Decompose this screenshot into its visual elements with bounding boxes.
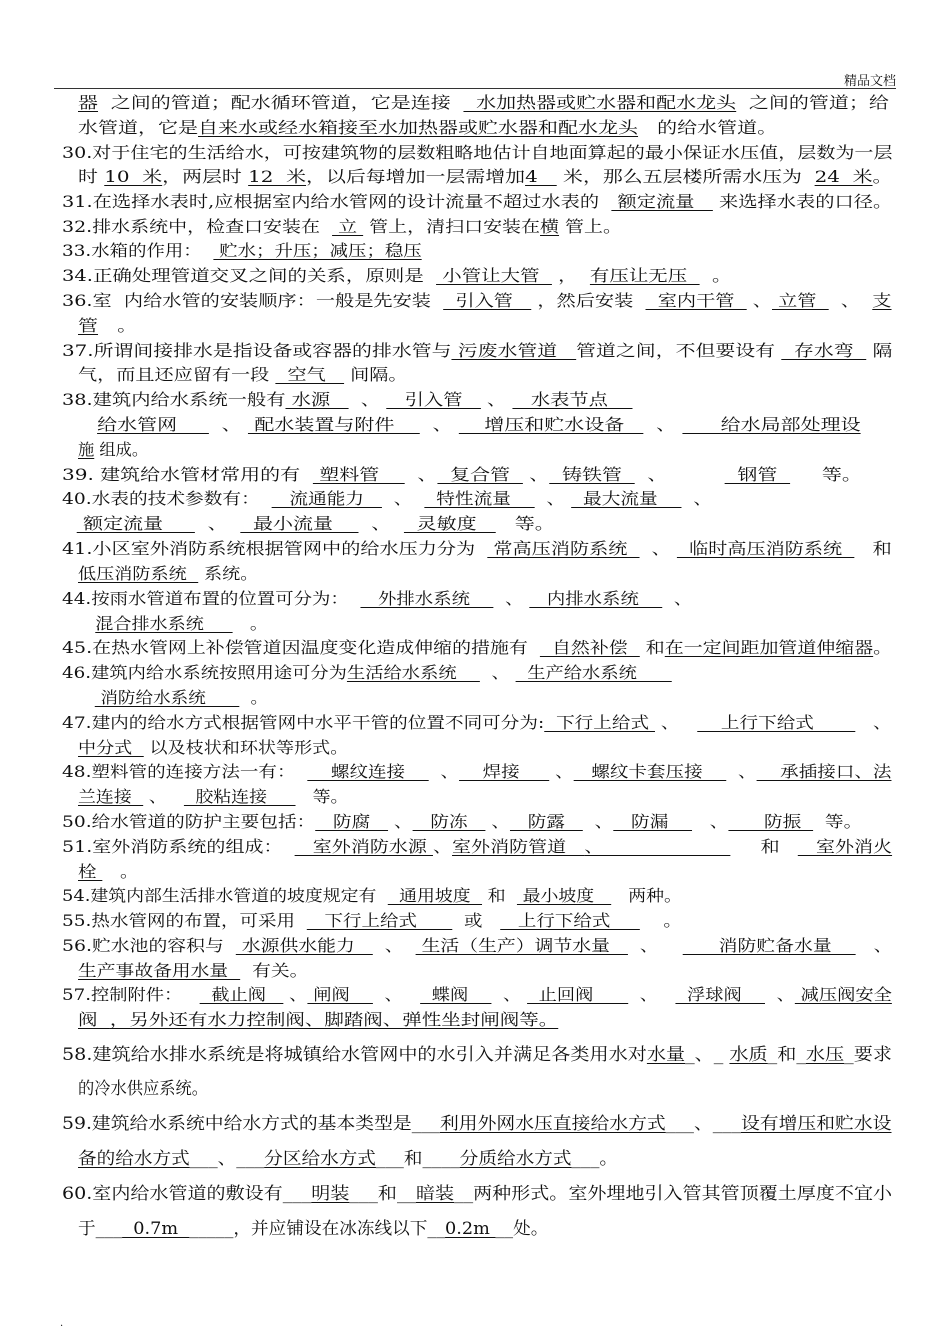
underlined-answer: 暗装 [416, 1184, 455, 1204]
text-segment: __处。 [495, 1219, 549, 1239]
underlined-answer: 额定流量 [76, 514, 195, 533]
text-segment: 54.建筑内部生活排水管道的坡度规定有 [62, 886, 388, 905]
underlined-answer: 最小流量 [240, 514, 359, 533]
text-segment: 、 [479, 663, 516, 682]
underlined-answer: 分质给水方式 [459, 1149, 572, 1169]
text-segment: 33.水箱的作用： [62, 241, 214, 260]
text-segment: 、 [208, 415, 248, 434]
underlined-answer: 内排水系统 [529, 589, 663, 608]
text-line [62, 389, 632, 411]
underlined-answer: 自来水或经水箱接至水加热器或贮水器和配水龙头 [198, 118, 639, 137]
text-line [78, 1218, 548, 1240]
underlined-answer: 备的给水方式 [78, 1149, 190, 1169]
underlined-answer: 室外消火 [797, 837, 893, 856]
underlined-answer: 塑料管 [312, 465, 405, 484]
text-line [78, 439, 148, 461]
text-segment: ___和__ [349, 1184, 417, 1204]
text-line [62, 1183, 892, 1205]
text-line [78, 315, 137, 337]
text-line [62, 488, 712, 510]
underlined-answer: 最大流量 [571, 489, 682, 508]
underlined-answer: 钢管 [724, 465, 791, 484]
underlined-answer: 上行下给式 [697, 713, 856, 732]
underlined-answer: 上行下给式 [500, 911, 640, 930]
underlined-answer: 水质 [729, 1045, 768, 1065]
underlined-answer: 生产事故备用水量 [78, 961, 241, 980]
underlined-answer: 引入管 [443, 291, 532, 310]
underlined-answer: 浮球阀 [675, 985, 765, 1004]
underlined-answer: 阀 [78, 1010, 110, 1029]
underlined-answer: 、 [584, 837, 731, 856]
underlined-answer: 明装 [311, 1184, 350, 1204]
text-segment: 47.建内的给水方式根据管网中水平干管的位置不同可分为: [62, 713, 545, 732]
underlined-answer: 消防给水系统 [94, 688, 240, 707]
underlined-answer: 闸阀 [307, 985, 373, 1004]
underlined-answer: 混合排水系统 [95, 614, 233, 633]
text-segment: 、 [485, 812, 510, 831]
text-line [62, 464, 862, 486]
text-segment [78, 688, 95, 707]
text-segment: _和_ [767, 1045, 806, 1065]
underlined-answer: 水源 [285, 390, 349, 409]
text-line [78, 92, 889, 114]
text-segment: 、 [764, 985, 795, 1004]
underlined-answer: 24 米 [814, 167, 873, 186]
text-segment: 、 [726, 762, 757, 781]
text-segment: 50.给水管道的防护主要包括： [62, 812, 316, 831]
text-segment: ___。 [571, 1149, 618, 1169]
underlined-answer: 管 [78, 316, 99, 335]
underlined-answer: 立管 [772, 291, 829, 310]
text-line [62, 538, 892, 560]
text-segment: 32.排水系统中，检查口安装在 [62, 217, 333, 236]
underlined-answer: 室内干管 [645, 291, 747, 310]
text-line [62, 240, 422, 262]
underlined-answer: 承插接口、法 [756, 762, 892, 781]
underlined-answer: 防冻 [412, 812, 486, 831]
underlined-answer: 防腐 [315, 812, 389, 831]
text-segment: 等。 [813, 812, 863, 831]
text-segment: 、 [348, 390, 387, 409]
text-line [62, 761, 891, 783]
text-segment: 40.水表的技术参数有： [62, 489, 272, 508]
underlined-answer: 通用坡度 [387, 886, 483, 905]
text-segment: 、 [681, 489, 713, 508]
text-line [62, 290, 892, 312]
text-segment: 60.室内给水管道的敷设有___ [62, 1184, 312, 1204]
text-segment: 44.按雨水管道布置的位置可分为： [62, 589, 361, 608]
underlined-answer: 4 [525, 167, 557, 186]
text-segment: 、 [283, 985, 308, 1004]
text-segment: _、_ [685, 1045, 730, 1065]
text-segment: 和 [639, 638, 665, 657]
text-segment: 管上，清扫口安装在 [363, 217, 541, 236]
underlined-answer: 临时高压消防系统 [676, 539, 855, 558]
underlined-answer: 利用外网水压直接给水方式 [439, 1114, 666, 1134]
text-line [78, 1009, 558, 1031]
underlined-answer: 灵敏度 [403, 514, 496, 533]
text-segment: 46.建筑内给水系统按照用途可分为 [62, 663, 347, 682]
text-line [78, 1078, 208, 1100]
text-segment: 、 [491, 985, 528, 1004]
underlined-answer: 下行上给式 [306, 911, 453, 930]
underlined-answer: 生产给水系统 [515, 663, 672, 682]
underlined-answer: 室外消防水源 [294, 837, 433, 856]
text-segment: 两种。 [611, 886, 682, 905]
underlined-answer: 引入管 [386, 390, 481, 409]
text-segment: 、 [432, 837, 453, 856]
text-line [78, 613, 268, 635]
text-segment: ___、___ [665, 1114, 741, 1134]
underlined-answer: ，另外还有水力控制阀、脚踏阀、弹性坐封闸阀等。 [109, 1010, 559, 1029]
text-segment: 、 [828, 291, 873, 310]
text-segment: 米，那么五层楼所需水压为 [556, 167, 815, 186]
text-segment: 水管道，它是 [78, 118, 199, 137]
underlined-answer: 设有增压和贮水设 [740, 1114, 892, 1134]
text-segment: 系统。 [198, 564, 259, 583]
text-segment: 、 [634, 465, 725, 484]
text-segment: 58.建筑给水排水系统是将城镇给水管网中的水引入并满足各类用水对 [62, 1045, 647, 1065]
text-segment: ，两层时 [162, 167, 249, 186]
underlined-answer: 在一定间距加管道伸缩器 [664, 638, 874, 657]
underlined-answer: 水加热器或贮水器和配水龙头 [463, 93, 737, 112]
underlined-answer: 0.7m [122, 1219, 190, 1239]
underlined-answer: 止回阀 [527, 985, 629, 1004]
underlined-answer: 增压和贮水设备 [458, 415, 644, 434]
text-segment: 时 [78, 167, 105, 186]
text-line [62, 265, 731, 287]
text-segment: 等。 [295, 787, 349, 806]
text-segment: 、 [654, 713, 698, 732]
text-segment: 、 [662, 589, 693, 608]
text-segment: 45.在热水管网上补偿管道因温度变化造成伸缩的措施有 [62, 638, 540, 657]
text-segment: 、 [628, 985, 676, 1004]
underlined-answer: 下行上给式 [544, 713, 655, 732]
underlined-answer: 生活给水系统 [346, 663, 480, 682]
text-segment: 管上。 [559, 217, 623, 236]
underlined-answer: 防振 [728, 812, 814, 831]
text-line [78, 166, 892, 188]
underlined-answer: 小管让大管 [436, 266, 552, 285]
footer-dot: . [60, 1318, 64, 1329]
underlined-answer: 防露 [509, 812, 583, 831]
text-segment: 56.贮水池的容积与 [62, 936, 236, 955]
text-segment: ，然后安装 [531, 291, 646, 310]
text-segment: 。 [232, 614, 268, 633]
text-segment: 、 [419, 415, 459, 434]
text-segment: 30.对于住宅的生活给水，可按建筑物的层数粗略地估计自地面算起的最小保证水压值，层数为一层 [62, 143, 893, 162]
text-line [78, 1148, 618, 1170]
text-segment: 、 [372, 936, 416, 955]
text-line [62, 712, 892, 734]
text-segment: 、 [746, 291, 773, 310]
text-line [78, 117, 777, 139]
text-segment: 或 [452, 911, 501, 930]
underlined-answer: 给水管网 [97, 415, 209, 434]
text-segment: 、 [480, 390, 513, 409]
underlined-answer: 施 [78, 440, 95, 459]
text-segment: 气，而且还应留有一段 [78, 365, 276, 384]
underlined-answer: 截止阀 [199, 985, 284, 1004]
text-segment: _要求 [844, 1045, 892, 1065]
underlined-answer: 自然补偿 [539, 638, 640, 657]
text-segment: 隔 [866, 341, 893, 360]
text-line [62, 910, 682, 932]
text-segment: 有关。 [240, 961, 309, 980]
text-segment: ， [551, 266, 590, 285]
text-segment: 和 [854, 539, 892, 558]
text-segment: 。 [639, 911, 682, 930]
text-segment: 、 [381, 489, 425, 508]
underlined-answer: 横 [540, 217, 560, 236]
page-header: 精品文档 [843, 74, 896, 89]
underlined-answer: 贮水；升压；减压；稳压 [213, 241, 422, 260]
underlined-answer: 最小坡度 [516, 886, 612, 905]
text-segment: 。 [872, 167, 893, 186]
text-segment: 的给水管道。 [638, 118, 778, 137]
underlined-answer: 水压 [805, 1045, 845, 1065]
text-line [62, 836, 892, 858]
text-segment: 51.室外消防系统的组成： [62, 837, 295, 856]
underlined-answer: 额定流量 [611, 192, 713, 211]
text-line [62, 662, 672, 684]
underlined-answer: 外排水系统 [360, 589, 494, 608]
underlined-answer: 分区给水方式 [264, 1149, 376, 1169]
text-line [78, 414, 861, 436]
text-line [62, 588, 692, 610]
underlined-answer: 低压消防系统 [78, 564, 199, 583]
text-segment: 、 [358, 514, 404, 533]
header-rule [54, 88, 896, 89]
text-segment: 、 [627, 936, 683, 955]
underlined-answer: 消防贮备水量 [682, 936, 856, 955]
underlined-answer: 水源供水能力 [235, 936, 373, 955]
underlined-answer: 螺纹卡套压接 [573, 762, 727, 781]
underlined-answer: 螺纹连接 [307, 762, 429, 781]
text-segment: ___、___ [189, 1149, 265, 1169]
text-segment: 39. 建筑给水管材常用的有 [62, 465, 313, 484]
text-line [78, 687, 268, 709]
text-segment: 41.小区室外消防系统根据管网中的给水压力分为 [62, 539, 488, 558]
underlined-answer: 12 米 [248, 167, 307, 186]
text-segment: 、 [639, 539, 677, 558]
underlined-answer: 空气 [275, 365, 345, 384]
text-segment: 57.控制附件： [62, 985, 200, 1004]
text-segment: ，以后每增加一层需增加 [306, 167, 526, 186]
text-segment: 间隔。 [344, 365, 408, 384]
text-segment: 等。 [495, 514, 555, 533]
text-segment: 59.建筑给水系统中给水方式的基本类型是___ [62, 1114, 440, 1134]
text-segment: 、 [534, 489, 572, 508]
text-segment: 、 [643, 415, 683, 434]
text-segment: 、 [143, 787, 184, 806]
text-line [64, 513, 555, 535]
underlined-answer: 栓 [78, 862, 103, 881]
text-segment: 组成。 [94, 440, 149, 459]
text-segment: 于___ [78, 1219, 123, 1239]
underlined-answer: 污废水管道 [451, 341, 577, 360]
underlined-answer: 常高压消防系统 [487, 539, 640, 558]
text-segment [78, 614, 95, 633]
text-segment: 之间的管道；配水循环管道，它是连接 [98, 93, 464, 112]
underlined-answer: 流通能力 [271, 489, 382, 508]
text-line [62, 984, 892, 1006]
text-line [62, 216, 622, 238]
underlined-answer: 生活（生产）调节水量 [415, 936, 628, 955]
text-line [62, 142, 893, 164]
text-segment: 36.室 内给水管的安装顺序：一般是先安装 [62, 291, 444, 310]
text-segment: 和 [730, 837, 798, 856]
underlined-answer: 支 [872, 291, 892, 310]
text-line [62, 935, 892, 957]
text-segment: 、 [372, 985, 421, 1004]
underlined-answer: 铸铁管 [549, 465, 635, 484]
underlined-answer: 减压阀安全 [794, 985, 892, 1004]
text-segment: 、 [522, 465, 550, 484]
text-line [78, 960, 308, 982]
underlined-answer: 0.2m [445, 1219, 496, 1239]
text-line [78, 861, 138, 883]
underlined-answer: 防漏 [613, 812, 693, 831]
text-line [62, 191, 892, 213]
text-segment: 来选择水表的口径。 [712, 192, 893, 211]
text-segment: 管道之间，不但要设有 [576, 341, 782, 360]
text-line [62, 340, 892, 362]
text-line [62, 811, 862, 833]
text-segment: 以及枝状和环状等形式。 [143, 738, 349, 757]
underlined-answer: 兰连接 [78, 787, 144, 806]
text-segment: 55.热水管网的布置，可采用 [62, 911, 307, 930]
underlined-answer: 器 [78, 93, 99, 112]
text-segment: 37.所谓间接排水是指设备或容器的排水管与 [62, 341, 452, 360]
text-line [78, 737, 348, 759]
text-segment: 、 [692, 812, 729, 831]
text-line [62, 1044, 892, 1066]
text-segment: 、 [855, 936, 893, 955]
text-segment: 31.在选择水表时,应根据室内给水管网的设计流量不超过水表的 [62, 192, 612, 211]
text-segment: 。 [873, 638, 893, 657]
text-segment: 、 [404, 465, 438, 484]
text-segment: __两种形式。室外埋地引入管其管顶覆土厚度不宜小 [454, 1184, 893, 1204]
underlined-answer: 水量 [646, 1045, 686, 1065]
underlined-answer: 胶粘连接 [183, 787, 296, 806]
text-segment: 、 [194, 514, 241, 533]
underlined-answer: 复合管 [437, 465, 523, 484]
text-segment: 34.正确处理管道交叉之间的关系，原则是 [62, 266, 437, 285]
text-segment: 。 [98, 316, 138, 335]
text-segment: 。 [699, 266, 732, 285]
text-segment: 、 [428, 762, 460, 781]
underlined-answer: 10 米 [104, 167, 163, 186]
underlined-answer: 立 [332, 217, 364, 236]
text-line [78, 786, 348, 808]
text-line [62, 1113, 891, 1135]
underlined-answer: 蝶阀 [420, 985, 492, 1004]
underlined-answer: 配水装置与附件 [247, 415, 420, 434]
text-line [78, 364, 408, 386]
underlined-answer: 给水局部处理设 [682, 415, 861, 434]
text-segment: 的冷水供应系统。 [78, 1079, 208, 1099]
text-segment: 、 [855, 713, 892, 732]
underlined-answer: 焊接 [459, 762, 550, 781]
text-segment: ___和____ [375, 1149, 460, 1169]
text-segment [78, 415, 97, 434]
text-segment: 和 [482, 886, 517, 905]
text-segment: _____，并应铺设在冰冻线以下__ [189, 1219, 446, 1239]
text-segment [64, 514, 77, 533]
underlined-answer: 存水弯 [781, 341, 867, 360]
text-segment: 等。 [790, 465, 862, 484]
underlined-answer: 水表节点 [512, 390, 633, 409]
text-segment: 。 [102, 862, 139, 881]
underlined-answer: 室外消防管道 [452, 837, 585, 856]
text-segment: 、 [549, 762, 574, 781]
text-segment: 。 [239, 688, 269, 707]
text-line [78, 563, 258, 585]
text-segment: 之间的管道；给 [736, 93, 889, 112]
underlined-answer: 有压让无压 [589, 266, 700, 285]
text-line [62, 885, 682, 907]
text-segment: 48.塑料管的连接方法一有： [62, 762, 308, 781]
underlined-answer: 特性流量 [424, 489, 535, 508]
underlined-answer: 中分式 [78, 738, 144, 757]
text-segment: 、 [493, 589, 530, 608]
text-line [62, 637, 892, 659]
text-segment: 38.建筑内给水系统一般有 [62, 390, 286, 409]
text-segment: 、 [582, 812, 614, 831]
text-segment: 、 [388, 812, 413, 831]
